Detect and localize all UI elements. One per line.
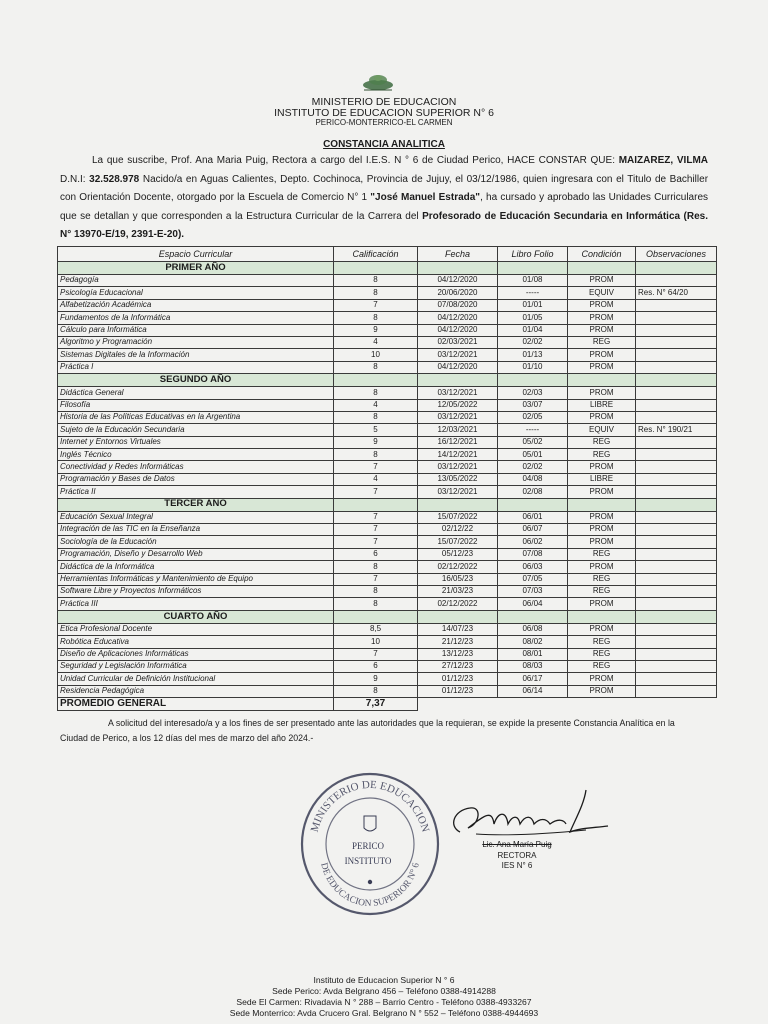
observations-cell — [636, 524, 717, 536]
intro-text-2: Nacido/a en Aguas Calientes, Depto. Cochinoca, Provincia de Jujuy, el 03/12/1986, quien ingresara con el Titulo de Bachiller con Orientación Docente, otorgado por la Escuela de Comercio N° 1 — [60, 173, 709, 203]
grade-cell: 4 — [334, 399, 418, 411]
subject-cell: Historia de las Políticas Educativas en la Argentina — [58, 411, 334, 423]
year-label: TERCER AÑO — [58, 498, 334, 511]
date-cell: 04/12/2020 — [418, 275, 498, 287]
grade-cell: 9 — [334, 324, 418, 336]
grade-cell: 10 — [334, 636, 418, 648]
folio-cell: 01/01 — [498, 299, 568, 311]
observations-cell — [636, 275, 717, 287]
subject-cell: Didáctica General — [58, 387, 334, 399]
intro-text-3: , ha cursado y aprobado las Unidades Curriculares que se detallan y que corresponden a la Estructura Curricular de la Carrera del — [60, 192, 709, 222]
year-band-cell — [418, 498, 498, 511]
grade-cell: 6 — [334, 548, 418, 560]
folio-cell: ----- — [498, 424, 568, 436]
average-value: 7,37 — [334, 698, 418, 711]
date-cell: 01/12/23 — [418, 673, 498, 685]
year-label: CUARTO AÑO — [58, 610, 334, 623]
subject-cell: Alfabetización Académica — [58, 299, 334, 311]
condition-cell: PROM — [568, 349, 636, 361]
folio-cell: 06/03 — [498, 561, 568, 573]
career-name: Profesorado de Educación Secundaria en Informática (Res. N° 13970-E/19, 2391-E-20). — [60, 210, 709, 240]
subject-cell: Inglés Técnico — [58, 449, 334, 461]
condition-cell: REG — [568, 436, 636, 448]
seal-dot-icon — [368, 880, 372, 884]
condition-cell: PROM — [568, 312, 636, 324]
grade-cell: 8 — [334, 585, 418, 597]
subject-cell: Robótica Educativa — [58, 636, 334, 648]
table-row — [58, 324, 717, 336]
year-band-cell — [498, 610, 568, 623]
folio-cell: 07/08 — [498, 548, 568, 560]
subject-cell: Sujeto de la Educación Secundaria — [58, 424, 334, 436]
grade-cell: 4 — [334, 473, 418, 485]
table-row — [58, 399, 717, 411]
table-row — [58, 436, 717, 448]
grade-cell: 7 — [334, 648, 418, 660]
grade-cell: 7 — [334, 486, 418, 498]
footer-institute: Instituto de Educacion Superior N ° 6 — [313, 975, 455, 985]
table-row — [58, 685, 717, 697]
grade-cell: 8,5 — [334, 623, 418, 635]
seal-shield-icon — [364, 816, 376, 831]
condition-cell: PROM — [568, 461, 636, 473]
observations-cell: Res. N° 190/21 — [636, 424, 717, 436]
institute-locations: PERICO-MONTERRICO-EL CARMEN — [315, 118, 453, 127]
observations-cell — [636, 436, 717, 448]
table-row — [58, 411, 717, 423]
folio-cell: 01/10 — [498, 361, 568, 373]
table-row — [58, 660, 717, 672]
observations-cell — [636, 648, 717, 660]
folio-cell: 02/08 — [498, 486, 568, 498]
grades-table — [57, 246, 717, 711]
year-band-cell — [636, 262, 717, 275]
subject-cell: Software Libre y Proyectos Informáticos — [58, 585, 334, 597]
date-cell: 04/12/2020 — [418, 361, 498, 373]
grade-cell: 8 — [334, 449, 418, 461]
closing-line-1: A solicitud del interesado/a y a los fines de ser presentado ante las autoridades que la requieran, se expide la presente Constancia Analítica en la — [108, 718, 675, 728]
folio-cell: 06/02 — [498, 536, 568, 548]
year-band-cell — [568, 610, 636, 623]
grade-cell: 8 — [334, 561, 418, 573]
date-cell: 14/07/23 — [418, 623, 498, 635]
observations-cell — [636, 461, 717, 473]
observations-cell — [636, 387, 717, 399]
seal-center-2: INSTITUTO — [344, 856, 392, 866]
subject-cell: Programación, Diseño y Desarrollo Web — [58, 548, 334, 560]
folio-cell: 06/08 — [498, 623, 568, 635]
average-label: PROMEDIO GENERAL — [58, 698, 334, 711]
subject-cell: Práctica II — [58, 486, 334, 498]
condition-cell: EQUIV — [568, 287, 636, 299]
subject-cell: Sociología de la Educación — [58, 536, 334, 548]
condition-cell: REG — [568, 449, 636, 461]
folio-cell: 02/03 — [498, 387, 568, 399]
date-cell: 03/12/2021 — [418, 387, 498, 399]
date-cell: 16/05/23 — [418, 573, 498, 585]
institution-seal — [296, 768, 441, 918]
average-row — [58, 698, 717, 711]
observations-cell — [636, 411, 717, 423]
year-band-row — [58, 374, 717, 387]
date-cell: 03/12/2021 — [418, 461, 498, 473]
observations-cell — [636, 585, 717, 597]
year-band-row — [58, 610, 717, 623]
date-cell: 16/12/2021 — [418, 436, 498, 448]
observations-cell — [636, 511, 717, 523]
date-cell: 02/03/2021 — [418, 336, 498, 348]
folio-cell: 08/01 — [498, 648, 568, 660]
grade-cell: 5 — [334, 424, 418, 436]
closing-line-2: Ciudad de Perico, a los 12 días del mes de marzo del año 2024.- — [60, 733, 314, 743]
date-cell: 13/12/23 — [418, 648, 498, 660]
date-cell: 21/03/23 — [418, 585, 498, 597]
condition-cell: PROM — [568, 685, 636, 697]
date-cell: 04/12/2020 — [418, 312, 498, 324]
observations-cell — [636, 324, 717, 336]
date-cell: 12/05/2022 — [418, 399, 498, 411]
grade-cell: 7 — [334, 511, 418, 523]
observations-cell — [636, 536, 717, 548]
subject-cell: Diseño de Aplicaciones Informáticas — [58, 648, 334, 660]
year-label: PRIMER AÑO — [58, 262, 334, 275]
date-cell: 13/05/2022 — [418, 473, 498, 485]
header-calificacion: Calificación — [334, 247, 418, 262]
header-fecha: Fecha — [418, 247, 498, 262]
school-name: "José Manuel Estrada" — [370, 192, 481, 203]
condition-cell: PROM — [568, 673, 636, 685]
date-cell: 15/07/2022 — [418, 511, 498, 523]
condition-cell: LIBRE — [568, 473, 636, 485]
dni-label: D.N.I: — [60, 173, 86, 185]
folio-cell: ----- — [498, 287, 568, 299]
date-cell: 03/12/2021 — [418, 411, 498, 423]
date-cell: 12/03/2021 — [418, 424, 498, 436]
condition-cell: REG — [568, 336, 636, 348]
year-band-cell — [334, 498, 418, 511]
year-band-cell — [498, 262, 568, 275]
condition-cell: LIBRE — [568, 399, 636, 411]
table-row — [58, 548, 717, 560]
intro-paragraph — [60, 152, 708, 245]
table-row — [58, 387, 717, 399]
signatory-role: RECTORA — [497, 851, 537, 860]
table-header-row — [58, 247, 717, 262]
subject-cell: Didáctica de la Informática — [58, 561, 334, 573]
table-row — [58, 511, 717, 523]
subject-cell: Internet y Entornos Virtuales — [58, 436, 334, 448]
folio-cell: 01/05 — [498, 312, 568, 324]
grade-cell: 8 — [334, 411, 418, 423]
subject-cell: Residencia Pedagógica — [58, 685, 334, 697]
subject-cell: Conectividad y Redes Informáticas — [58, 461, 334, 473]
condition-cell: REG — [568, 548, 636, 560]
observations-cell — [636, 336, 717, 348]
date-cell: 01/12/23 — [418, 685, 498, 697]
table-row — [58, 673, 717, 685]
year-band-cell — [636, 374, 717, 387]
table-row — [58, 287, 717, 299]
grade-cell: 8 — [334, 598, 418, 610]
condition-cell: REG — [568, 660, 636, 672]
year-band-cell — [334, 610, 418, 623]
observations-cell — [636, 660, 717, 672]
year-band-cell — [418, 610, 498, 623]
subject-cell: Etica Profesional Docente — [58, 623, 334, 635]
institute-name: INSTITUTO DE EDUCACION SUPERIOR N° 6 — [274, 107, 494, 119]
subject-cell: Práctica III — [58, 598, 334, 610]
folio-cell: 08/03 — [498, 660, 568, 672]
observations-cell — [636, 349, 717, 361]
observations-cell — [636, 636, 717, 648]
date-cell: 15/07/2022 — [418, 536, 498, 548]
condition-cell: PROM — [568, 536, 636, 548]
condition-cell: PROM — [568, 486, 636, 498]
seal-ring-text: MINISTERIO DE EDUCACION — [308, 778, 432, 834]
header-espacio-curricular: Espacio Curricular — [58, 247, 334, 262]
folio-cell: 07/05 — [498, 573, 568, 585]
grade-cell: 7 — [334, 573, 418, 585]
observations-cell — [636, 561, 717, 573]
table-row — [58, 473, 717, 485]
folio-cell: 02/05 — [498, 411, 568, 423]
subject-cell: Educación Sexual Integral — [58, 511, 334, 523]
subject-cell: Algoritmo y Programación — [58, 336, 334, 348]
handwritten-signature — [446, 784, 616, 844]
table-row — [58, 524, 717, 536]
condition-cell: PROM — [568, 299, 636, 311]
folio-cell: 06/17 — [498, 673, 568, 685]
observations-cell — [636, 399, 717, 411]
grade-cell: 7 — [334, 461, 418, 473]
observations-cell — [636, 361, 717, 373]
year-band-cell — [568, 262, 636, 275]
subject-cell: Unidad Curricular de Definición Institucional — [58, 673, 334, 685]
folio-cell: 05/01 — [498, 449, 568, 461]
document-title: CONSTANCIA ANALITICA — [323, 139, 445, 150]
table-row — [58, 424, 717, 436]
header-condicion: Condición — [568, 247, 636, 262]
grade-cell: 8 — [334, 387, 418, 399]
date-cell: 03/12/2021 — [418, 486, 498, 498]
folio-cell: 03/07 — [498, 399, 568, 411]
condition-cell: PROM — [568, 411, 636, 423]
subject-cell: Cálculo para Informática — [58, 324, 334, 336]
table-row — [58, 623, 717, 635]
folio-cell: 01/08 — [498, 275, 568, 287]
folio-cell: 05/02 — [498, 436, 568, 448]
seal-ring-bottom: DE EDUCACION SUPERIOR N° 6 — [318, 861, 422, 910]
date-cell: 02/12/2022 — [418, 561, 498, 573]
year-band-cell — [636, 498, 717, 511]
grade-cell: 10 — [334, 349, 418, 361]
table-row — [58, 536, 717, 548]
observations-cell — [636, 685, 717, 697]
year-band-cell — [498, 374, 568, 387]
condition-cell: EQUIV — [568, 424, 636, 436]
grade-cell: 9 — [334, 436, 418, 448]
observations-cell — [636, 623, 717, 635]
year-band-cell — [334, 262, 418, 275]
folio-cell: 06/04 — [498, 598, 568, 610]
signatory-org: IES N° 6 — [501, 861, 533, 870]
folio-cell: 07/03 — [498, 585, 568, 597]
condition-cell: REG — [568, 636, 636, 648]
footer-sede-perico: Sede Perico: Avda Belgrano 456 – Teléfono 0388-4914288 — [272, 986, 496, 996]
student-name: MAIZAREZ, VILMA — [618, 155, 708, 166]
year-band-row — [58, 498, 717, 511]
footer-sede-el-carmen: Sede El Carmen: Rivadavia N ° 288 – Barrio Centro - Teléfono 0388-4933267 — [236, 997, 532, 1007]
subject-cell: Práctica I — [58, 361, 334, 373]
observations-cell — [636, 486, 717, 498]
observations-cell — [636, 449, 717, 461]
folio-cell: 04/08 — [498, 473, 568, 485]
condition-cell: PROM — [568, 387, 636, 399]
table-row — [58, 275, 717, 287]
subject-cell: Fundamentos de la Informática — [58, 312, 334, 324]
table-row — [58, 648, 717, 660]
date-cell: 02/12/2022 — [418, 598, 498, 610]
subject-cell: Integración de las TIC en la Enseñanza — [58, 524, 334, 536]
subject-cell: Filosofía — [58, 399, 334, 411]
folio-cell: 01/04 — [498, 324, 568, 336]
condition-cell: REG — [568, 585, 636, 597]
year-band-cell — [418, 374, 498, 387]
folio-cell: 01/13 — [498, 349, 568, 361]
observations-cell — [636, 598, 717, 610]
condition-cell: REG — [568, 573, 636, 585]
folio-cell: 08/02 — [498, 636, 568, 648]
grades-body — [58, 262, 717, 711]
year-label: SEGUNDO AÑO — [58, 374, 334, 387]
grade-cell: 8 — [334, 275, 418, 287]
header-libro-folio: Libro Folio — [498, 247, 568, 262]
intro-text-1: La que suscribe, Prof. Ana Maria Puig, Rectora a cargo del I.E.S. N ° 6 de Ciudad Perico, HACE CONSTAR QUE: — [92, 155, 615, 166]
year-band-cell — [568, 498, 636, 511]
date-cell: 07/08/2020 — [418, 299, 498, 311]
table-row — [58, 461, 717, 473]
observations-cell — [636, 299, 717, 311]
grade-cell: 8 — [334, 287, 418, 299]
date-cell: 04/12/2020 — [418, 324, 498, 336]
table-row — [58, 312, 717, 324]
observations-cell — [636, 673, 717, 685]
date-cell: 21/12/23 — [418, 636, 498, 648]
subject-cell: Sistemas Digitales de la Información — [58, 349, 334, 361]
grade-cell: 6 — [334, 660, 418, 672]
date-cell: 02/12/22 — [418, 524, 498, 536]
subject-cell: Programación y Bases de Datos — [58, 473, 334, 485]
grade-cell: 8 — [334, 312, 418, 324]
observations-cell — [636, 548, 717, 560]
folio-cell: 06/01 — [498, 511, 568, 523]
date-cell: 03/12/2021 — [418, 349, 498, 361]
table-row — [58, 598, 717, 610]
date-cell: 27/12/23 — [418, 660, 498, 672]
observations-cell — [636, 473, 717, 485]
seal-center-1: PERICO — [351, 841, 385, 851]
condition-cell: REG — [568, 648, 636, 660]
table-row — [58, 449, 717, 461]
date-cell: 05/12/23 — [418, 548, 498, 560]
table-row — [58, 585, 717, 597]
date-cell: 20/06/2020 — [418, 287, 498, 299]
condition-cell: PROM — [568, 361, 636, 373]
year-band-cell — [568, 374, 636, 387]
observations-cell: Res. N° 64/20 — [636, 287, 717, 299]
closing-paragraph — [60, 716, 708, 746]
table-row — [58, 561, 717, 573]
year-band-cell — [498, 498, 568, 511]
folio-cell: 06/07 — [498, 524, 568, 536]
condition-cell: PROM — [568, 623, 636, 635]
ministry-name: MINISTERIO DE EDUCACION — [311, 96, 457, 108]
grade-cell: 7 — [334, 299, 418, 311]
year-band-cell — [636, 610, 717, 623]
signatory-name: Lic. Ana María Puig — [482, 840, 552, 849]
student-dni: 32.528.978 — [89, 173, 140, 185]
year-band-cell — [334, 374, 418, 387]
subject-cell: Seguridad y Legislación Informática — [58, 660, 334, 672]
subject-cell: Pedagogía — [58, 275, 334, 287]
table-row — [58, 299, 717, 311]
observations-cell — [636, 312, 717, 324]
folio-cell: 02/02 — [498, 336, 568, 348]
condition-cell: PROM — [568, 511, 636, 523]
grade-cell: 7 — [334, 524, 418, 536]
subject-cell: Psicología Educacional — [58, 287, 334, 299]
condition-cell: PROM — [568, 324, 636, 336]
table-row — [58, 349, 717, 361]
condition-cell: PROM — [568, 561, 636, 573]
grade-cell: 4 — [334, 336, 418, 348]
header-observaciones: Observaciones — [636, 247, 717, 262]
folio-cell: 02/02 — [498, 461, 568, 473]
year-band-row — [58, 262, 717, 275]
year-band-cell — [418, 262, 498, 275]
footer-sede-monterrico: Sede Monterrico: Avda Crucero Gral. Belgrano N ° 552 – Teléfono 0388-4944693 — [229, 1008, 539, 1018]
condition-cell: PROM — [568, 275, 636, 287]
table-row — [58, 361, 717, 373]
grade-cell: 9 — [334, 673, 418, 685]
table-row — [58, 486, 717, 498]
table-row — [58, 636, 717, 648]
grade-cell: 7 — [334, 536, 418, 548]
condition-cell: PROM — [568, 598, 636, 610]
laurel-emblem-icon — [361, 72, 395, 92]
date-cell: 14/12/2021 — [418, 449, 498, 461]
condition-cell: PROM — [568, 524, 636, 536]
grade-cell: 8 — [334, 361, 418, 373]
observations-cell — [636, 573, 717, 585]
folio-cell: 06/14 — [498, 685, 568, 697]
grade-cell: 8 — [334, 685, 418, 697]
table-row — [58, 573, 717, 585]
subject-cell: Herramientas Informáticas y Mantenimiento de Equipo — [58, 573, 334, 585]
table-row — [58, 336, 717, 348]
